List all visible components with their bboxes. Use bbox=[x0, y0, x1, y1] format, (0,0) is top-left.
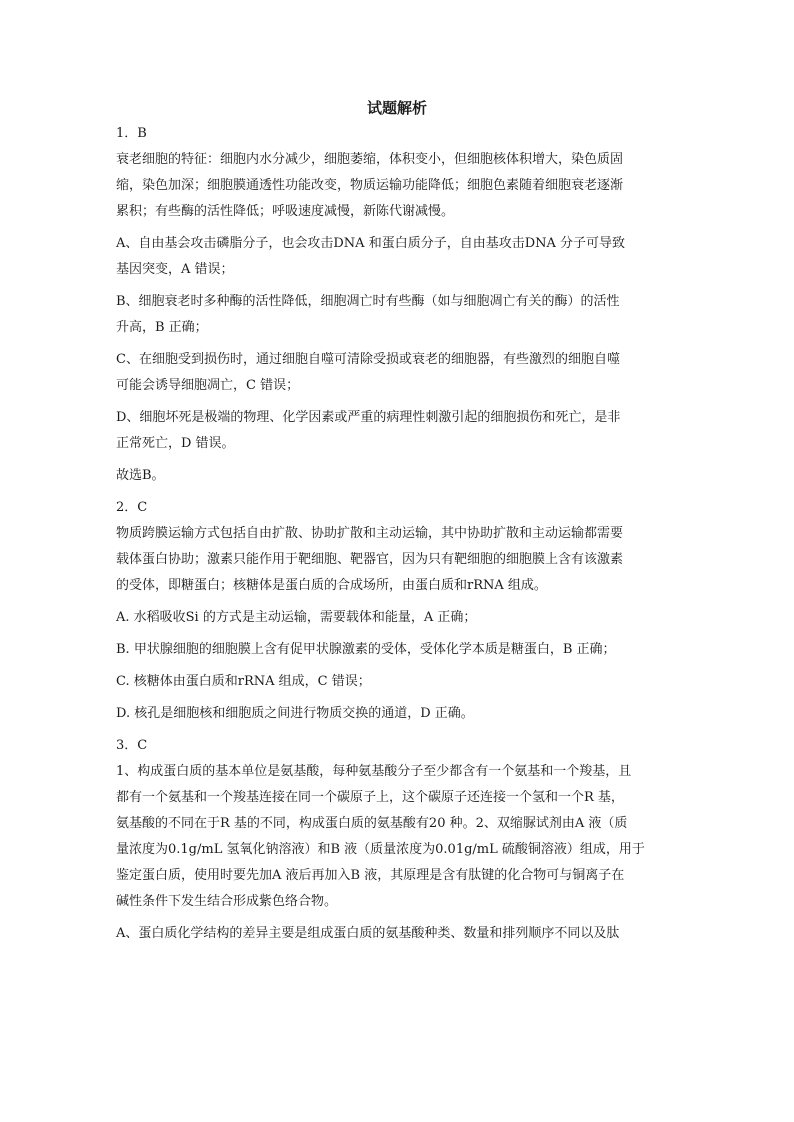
explanation-paragraph bbox=[116, 701, 678, 727]
explanation-paragraph bbox=[116, 605, 678, 631]
text-line: 鉴定蛋白质，使用时要先加A 液后再加入B 液，其原理是含有肽键的化合物可与铜离子在 bbox=[116, 868, 625, 883]
document-body bbox=[116, 121, 678, 953]
document-page bbox=[116, 95, 678, 953]
paragraph-spacer bbox=[116, 947, 678, 953]
text-line: B. 甲状腺细胞的细胞膜上含有促甲状腺激素的受体，受体化学本质是糖蛋白，B 正确； bbox=[116, 642, 616, 657]
page-title: 试题解析 bbox=[366, 99, 427, 117]
explanation-paragraph bbox=[116, 669, 678, 695]
explanation-paragraph bbox=[116, 759, 678, 915]
text-line: A、蛋白质化学结构的差异主要是组成蛋白质的氨基酸种类、数量和排列顺序不同以及肽 bbox=[116, 926, 620, 941]
text-line: A、自由基会攻击磷脂分子，也会攻击DNA 和蛋白质分子，自由基攻击DNA 分子可导致 bbox=[116, 236, 626, 251]
explanation-paragraph bbox=[116, 521, 678, 599]
text-line: 基因突变，A 错误； bbox=[116, 262, 234, 277]
question-3 bbox=[116, 733, 678, 953]
text-line: 物质跨膜运输方式包括自由扩散、协助扩散和主动运输，其中协助扩散和主动运输都需要 bbox=[116, 526, 624, 541]
text-line: B、细胞衰老时多种酶的活性降低，细胞凋亡时有些酶（如与细胞凋亡有关的酶）的活性 bbox=[116, 294, 620, 309]
text-line: 都有一个氨基和一个羧基连接在同一个碳原子上，这个碳原子还连接一个氢和一个R 基， bbox=[116, 790, 624, 805]
text-line: 可能会诱导细胞凋亡，C 错误； bbox=[116, 378, 300, 393]
text-line: 量浓度为0.1g/mL 氢氧化钠溶液）和B 液（质量浓度为0.01g/mL 硫酸铜溶液）组成，用于 bbox=[116, 842, 645, 857]
text-line: C. 核糖体由蛋白质和rRNA 组成，C 错误； bbox=[116, 674, 371, 689]
text-line: C、在细胞受到损伤时，通过细胞自噬可清除受损或衰老的细胞器，有些激烈的细胞自噬 bbox=[116, 352, 620, 367]
text-line: D. 核孔是细胞核和细胞质之间进行物质交换的通道，D 正确。 bbox=[116, 706, 474, 721]
text-line: 升高，B 正确； bbox=[116, 320, 208, 335]
explanation-paragraph bbox=[116, 921, 678, 947]
question-number: 1．B bbox=[116, 126, 147, 141]
explanation-paragraph bbox=[116, 289, 678, 341]
text-line: 正常死亡，D 错误。 bbox=[116, 436, 235, 451]
explanation-paragraph bbox=[116, 231, 678, 283]
explanation-paragraph bbox=[116, 637, 678, 663]
text-line: A. 水稻吸收Si 的方式是主动运输，需要载体和能量，A 正确； bbox=[116, 610, 477, 625]
explanation-paragraph bbox=[116, 147, 678, 225]
text-line: 累积；有些酶的活性降低；呼吸速度减慢，新陈代谢减慢。 bbox=[116, 204, 455, 219]
explanation-paragraph bbox=[116, 347, 678, 399]
explanation-paragraph bbox=[116, 405, 678, 457]
text-line: 载体蛋白协助；激素只能作用于靶细胞、靶器官，因为只有靶细胞的细胞膜上含有该激素 bbox=[116, 552, 624, 567]
question-number: 3．C bbox=[116, 738, 148, 753]
question-1 bbox=[116, 121, 678, 495]
text-line: 缩，染色加深；细胞膜通透性功能改变，物质运输功能降低；细胞色素随着细胞衰老逐渐 bbox=[116, 178, 624, 193]
text-line: 氨基酸的不同在于R 基的不同，构成蛋白质的氨基酸有20 种。2、双缩脲试剂由A 液（质 bbox=[116, 816, 628, 831]
question-number: 2．C bbox=[116, 500, 148, 515]
text-line: 1、构成蛋白质的基本单位是氨基酸，每种氨基酸分子至少都含有一个氨基和一个羧基，且 bbox=[116, 764, 632, 779]
text-line: 故选B。 bbox=[116, 468, 165, 483]
text-line: 碱性条件下发生结合形成紫色络合物。 bbox=[116, 894, 338, 909]
explanation-paragraph bbox=[116, 463, 678, 489]
question-2 bbox=[116, 495, 678, 733]
text-line: 衰老细胞的特征：细胞内水分减少，细胞萎缩，体积变小，但细胞核体积增大，染色质固 bbox=[116, 152, 624, 167]
text-line: D、细胞坏死是极端的物理、化学因素或严重的病理性刺激引起的细胞损伤和死亡，是非 bbox=[116, 410, 621, 425]
text-line: 的受体，即糖蛋白；核糖体是蛋白质的合成场所，由蛋白质和rRNA 组成。 bbox=[116, 578, 547, 593]
